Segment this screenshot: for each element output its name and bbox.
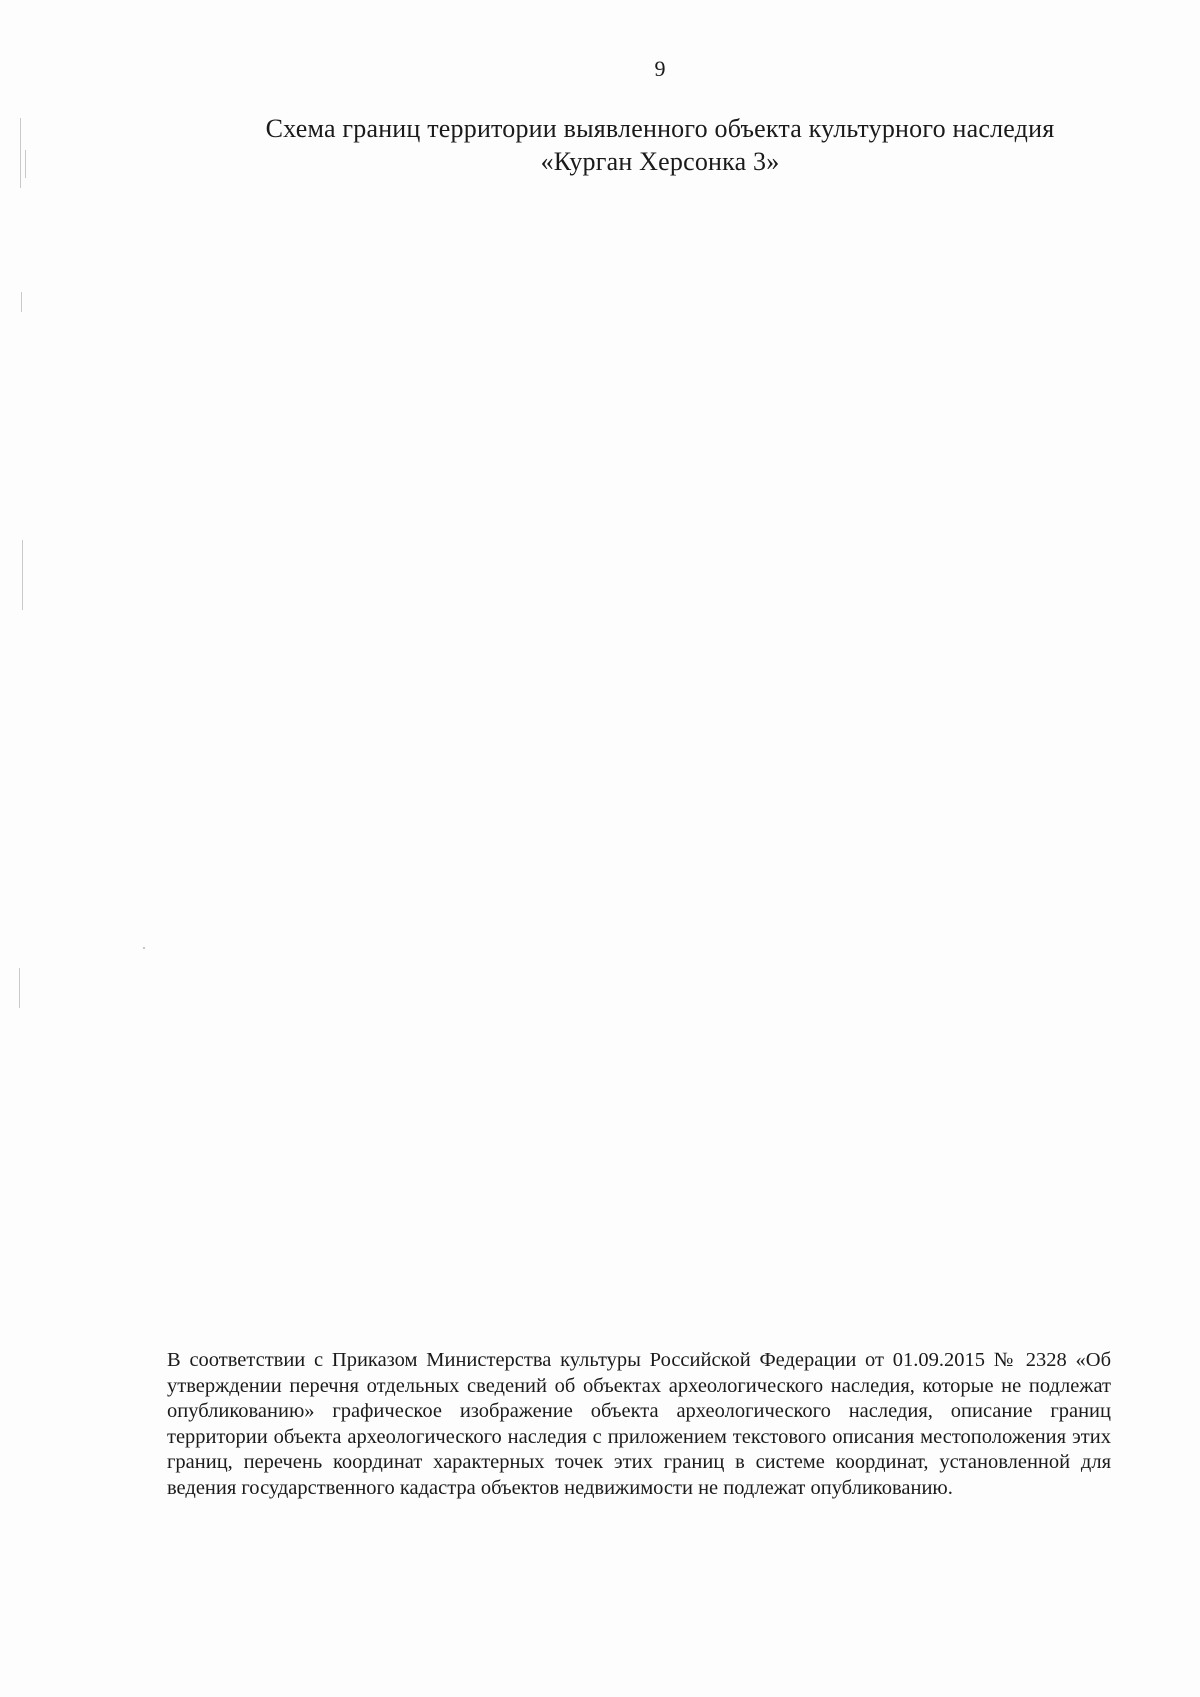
title-line-1: Схема границ территории выявленного объекта культурного наследия — [265, 114, 1055, 143]
scan-artifact — [20, 118, 21, 188]
page-title — [200, 112, 1120, 178]
scan-artifact — [22, 540, 23, 610]
title-line-2: «Курган Херсонка 3» — [540, 147, 780, 176]
scan-artifact — [21, 292, 22, 312]
scan-artifact — [19, 968, 20, 1008]
publication-notice: В соответствии с Приказом Министерства культуры Российской Федерации от 01.09.2015 № 2328 «Об утверждении перечня отдельных сведений об объектах археологического наследия, которые не подлежат опубликованию» графическое изображение объекта археологического наследия, описание границ территории объекта археологического наследия с приложением текстового описания местоположения этих границ, перечень координат характерных точек этих границ в системе координат, установленной для ведения государственного кадастра объектов недвижимости не подлежат опубликованию. — [167, 1349, 1111, 1499]
page-number: 9 — [654, 56, 666, 81]
scan-speck — [143, 947, 145, 949]
scan-artifact — [25, 150, 26, 178]
